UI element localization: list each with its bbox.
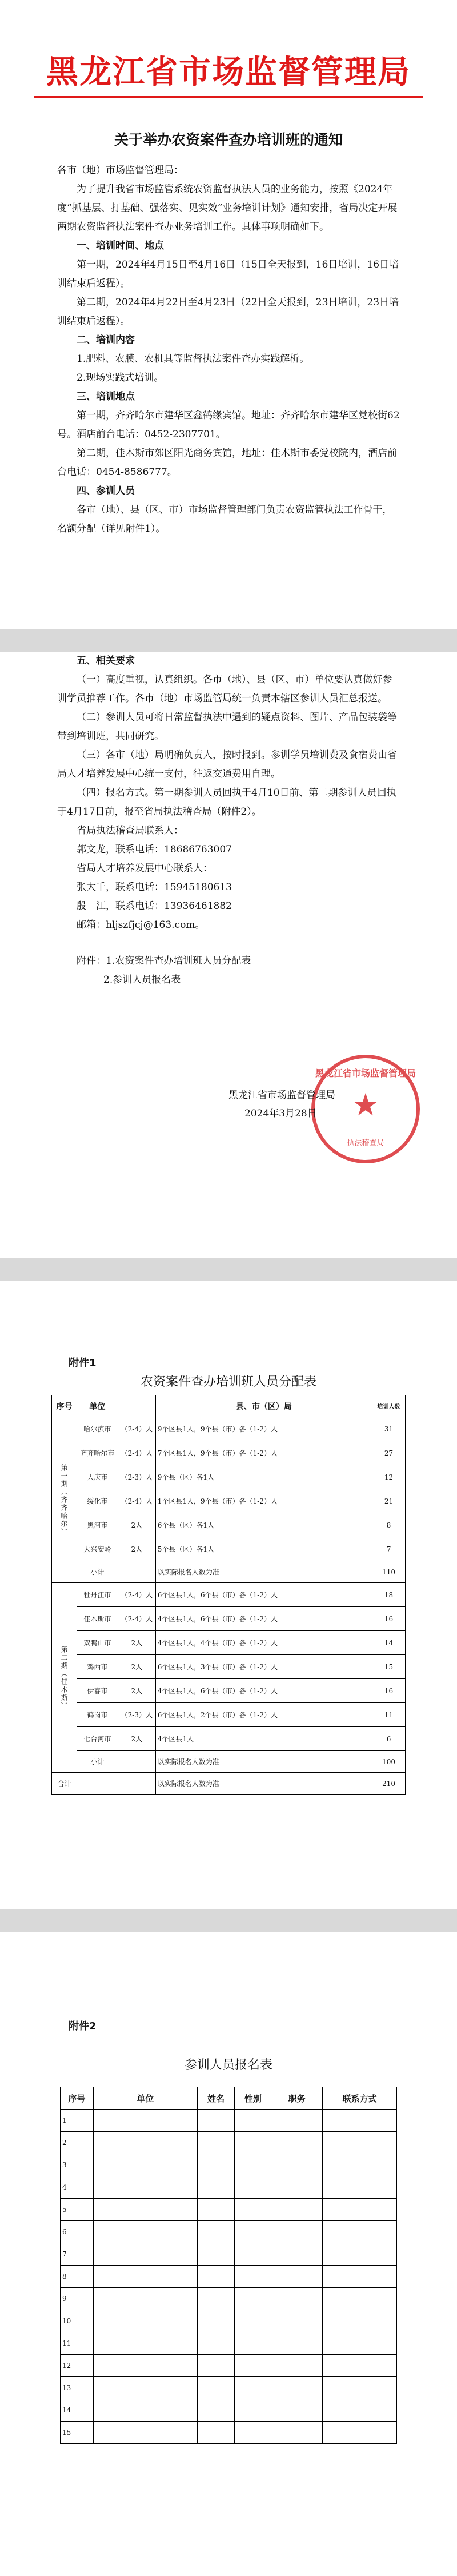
- section-2-item: 1.肥料、农膜、农机具等监督执法案件查办实践解析。: [77, 353, 310, 365]
- contacts-intro: 省局执法稽查局联系人：: [77, 825, 183, 836]
- empty-cell: [235, 2221, 271, 2243]
- empty-cell: [323, 2132, 397, 2154]
- empty-cell: [235, 2132, 271, 2154]
- table-row: 第一期（齐齐哈尔） 哈尔滨市 （2-4）人 9个区县1人，9个县（市）各（1-2）人 31: [52, 1417, 406, 1441]
- empty-cell: [323, 2154, 397, 2176]
- table-row: 双鸭山市 2人 4个区县1人，4个县（市）各（1-2）人 14: [52, 1631, 406, 1655]
- empty-cell: [323, 2399, 397, 2422]
- allocation-table: [51, 1395, 406, 1795]
- table-row: 绥化市 （2-4）人 1个区县1人，9个县（市）各（1-2）人 21: [52, 1489, 406, 1513]
- empty-cell: [93, 2110, 197, 2132]
- table-row: [61, 2199, 397, 2221]
- empty-cell: [235, 2266, 271, 2288]
- row-number: 3: [61, 2154, 94, 2176]
- attachment-1-page: [0, 1281, 457, 1909]
- row-number: 8: [61, 2266, 94, 2288]
- row-number: 15: [61, 2422, 94, 2444]
- empty-cell: [323, 2110, 397, 2132]
- section-3-item: 第二期，佳木斯市郊区阳光商务宾馆，地址：佳木斯市委党校院内，酒店前台电话：0454-8586777。: [57, 448, 397, 478]
- empty-cell: [93, 2199, 197, 2221]
- table-row: [61, 2110, 397, 2132]
- empty-cell: [271, 2110, 323, 2132]
- row-number: 10: [61, 2310, 94, 2332]
- empty-cell: [323, 2221, 397, 2243]
- row-number: 4: [61, 2176, 94, 2199]
- empty-cell: [197, 2332, 235, 2355]
- empty-cell: [271, 2132, 323, 2154]
- empty-cell: [271, 2399, 323, 2422]
- empty-cell: [271, 2221, 323, 2243]
- section-1-item: 第一期，2024年4月15日至4月16日（15日全天报到，16日培训，16日培训结束后返程）。: [57, 259, 399, 289]
- empty-cell: [271, 2310, 323, 2332]
- row-number: 5: [61, 2199, 94, 2221]
- subtotal-row: 小计 以实际报名人数为准 110: [52, 1561, 406, 1583]
- empty-cell: [93, 2221, 197, 2243]
- empty-cell: [271, 2332, 323, 2355]
- empty-cell: [235, 2422, 271, 2444]
- table-row: [61, 2310, 397, 2332]
- row-number: 9: [61, 2288, 94, 2310]
- attachment-2-label: 附件2: [69, 2020, 97, 2032]
- notice-page-1: [0, 0, 457, 629]
- empty-cell: [197, 2399, 235, 2422]
- empty-cell: [271, 2288, 323, 2310]
- table-row: [61, 2221, 397, 2243]
- contact-line: 郭文龙，联系电话：18686763007: [77, 844, 232, 855]
- table-row: 伊春市 2人 4个区县1人，6个县（市）各（1-2）人 16: [52, 1679, 406, 1703]
- masthead: 黑龙江省市场监督管理局: [46, 53, 411, 91]
- table-row: 鹤岗市 （2-3）人 6个区县1人，2个县（市）各（1-2）人 11: [52, 1703, 406, 1727]
- section-2-heading: 二、培训内容: [77, 334, 135, 346]
- contact-line: 殷 江，联系电话：13936461882: [77, 900, 232, 912]
- table-row: [61, 2355, 397, 2377]
- row-number: 2: [61, 2132, 94, 2154]
- empty-cell: [93, 2332, 197, 2355]
- empty-cell: [235, 2399, 271, 2422]
- empty-cell: [197, 2243, 235, 2266]
- salutation: 各市（地）市场监督管理局：: [57, 165, 183, 176]
- registration-table: [60, 2087, 397, 2444]
- attachment-2-page: [0, 1932, 457, 2576]
- seal-star-icon: ★: [351, 1087, 380, 1123]
- table-row: [61, 2332, 397, 2355]
- table-row: [61, 2288, 397, 2310]
- empty-cell: [323, 2355, 397, 2377]
- table-row: 鸡西市 2人 6个区县1人，3个县（市）各（1-2）人 15: [52, 1655, 406, 1679]
- total-row: 合计 以实际报名人数为准 210: [52, 1773, 406, 1795]
- document-title: 关于举办农资案件查办培训班的通知: [114, 131, 343, 148]
- empty-cell: [323, 2243, 397, 2266]
- empty-cell: [235, 2154, 271, 2176]
- empty-cell: [197, 2288, 235, 2310]
- signature-date: 2024年3月28日: [244, 1108, 317, 1119]
- empty-cell: [271, 2243, 323, 2266]
- empty-cell: [93, 2266, 197, 2288]
- empty-cell: [197, 2310, 235, 2332]
- period-1-label: 第一期（齐齐哈尔）: [52, 1417, 77, 1583]
- table-row: 佳木斯市 （2-4）人 4个区县1人，6个县（市）各（1-2）人 16: [52, 1607, 406, 1631]
- empty-cell: [323, 2310, 397, 2332]
- empty-cell: [93, 2377, 197, 2399]
- table-row: [61, 2132, 397, 2154]
- empty-cell: [93, 2399, 197, 2422]
- section-4-text: 各市（地）、县（区、市）市场监督管理部门负责农资监管执法工作骨干，名额分配（详见附件1）。: [57, 504, 392, 535]
- attachments-label: 附件：1.农资案件查办培训班人员分配表: [77, 955, 251, 967]
- empty-cell: [271, 2154, 323, 2176]
- empty-cell: [323, 2332, 397, 2355]
- empty-cell: [197, 2266, 235, 2288]
- row-number: 1: [61, 2110, 94, 2132]
- notice-body-continued: [57, 652, 400, 990]
- section-1-heading: 一、培训时间、地点: [77, 240, 164, 252]
- row-number: 13: [61, 2377, 94, 2399]
- empty-cell: [197, 2221, 235, 2243]
- attachment-item: 2.参训人员报名表: [103, 974, 181, 986]
- empty-cell: [323, 2266, 397, 2288]
- empty-cell: [197, 2422, 235, 2444]
- masthead-red-line: [34, 96, 423, 98]
- intro-paragraph: 为了提升我省市场监管系统农资监督执法人员的业务能力，按照《2024年度“抓基层、打基础、强落实、见实效”业务培训计划》通知安排，省局决定开展两期农资监督执法案件查办业务培训工作。具体事项明确如下。: [57, 184, 398, 233]
- section-5-item: （一）高度重视，认真组织。各市（地）、县（区、市）单位要认真做好参训学员推荐工作。各市（地）市场监管局统一负责本辖区参训人员汇总报送。: [57, 674, 392, 704]
- empty-cell: [235, 2377, 271, 2399]
- empty-cell: [235, 2288, 271, 2310]
- empty-cell: [271, 2199, 323, 2221]
- empty-cell: [323, 2288, 397, 2310]
- signature-block: [228, 1086, 335, 1123]
- table-row: [61, 2154, 397, 2176]
- section-5-item: （二）参训人员可将日常监督执法中遇到的疑点资料、图片、产品包装袋等带到培训班，共同研究。: [57, 712, 397, 742]
- attachment-2-title: 参训人员报名表: [184, 2058, 272, 2072]
- row-number: 11: [61, 2332, 94, 2355]
- empty-cell: [271, 2176, 323, 2199]
- empty-cell: [197, 2132, 235, 2154]
- notice-page-2: [0, 652, 457, 1258]
- signature-org: 黑龙江省市场监督管理局: [228, 1090, 335, 1101]
- table-row: 七台河市 2人 4个区县1人 6: [52, 1727, 406, 1751]
- table-row: [61, 2176, 397, 2199]
- section-5-item: （四）报名方式。第一期参训人员回执于4月10日前、第二期参训人员回执于4月17日前，报至省局执法稽查局（附件2）。: [57, 787, 396, 818]
- empty-cell: [93, 2288, 197, 2310]
- empty-cell: [271, 2377, 323, 2399]
- empty-cell: [197, 2355, 235, 2377]
- attachment-1-label: 附件1: [69, 1357, 97, 1369]
- row-number: 6: [61, 2221, 94, 2243]
- attachment-1-title: 农资案件查办培训班人员分配表: [140, 1375, 316, 1389]
- section-3-heading: 三、培训地点: [77, 391, 135, 402]
- table-row: [61, 2243, 397, 2266]
- row-number: 7: [61, 2243, 94, 2266]
- table-row: 齐齐哈尔市 （2-4）人 7个区县1人，9个县（市）各（1-2）人 27: [52, 1441, 406, 1465]
- empty-cell: [93, 2310, 197, 2332]
- table-row: [61, 2422, 397, 2444]
- row-number: 14: [61, 2399, 94, 2422]
- empty-cell: [235, 2243, 271, 2266]
- table-header-row: 序号 单位 姓名 性别 职务 联系方式: [61, 2087, 397, 2110]
- empty-cell: [235, 2332, 271, 2355]
- empty-cell: [93, 2355, 197, 2377]
- period-2-label: 第二期（佳木斯）: [52, 1583, 77, 1773]
- empty-cell: [93, 2176, 197, 2199]
- empty-cell: [93, 2154, 197, 2176]
- empty-cell: [323, 2199, 397, 2221]
- empty-cell: [197, 2199, 235, 2221]
- section-5-heading: 五、相关要求: [77, 655, 135, 667]
- subtotal-row: 小计 以实际报名人数为准 100: [52, 1751, 406, 1773]
- empty-cell: [197, 2110, 235, 2132]
- empty-cell: [235, 2110, 271, 2132]
- section-2-item: 2.现场实践式培训。: [77, 372, 164, 384]
- empty-cell: [235, 2355, 271, 2377]
- table-row: [61, 2377, 397, 2399]
- email-line: 邮箱：hljszfjcj@163.com。: [77, 919, 205, 931]
- empty-cell: [93, 2132, 197, 2154]
- empty-cell: [197, 2154, 235, 2176]
- table-row: 大兴安岭 2人 5个县（区）各1人 7: [52, 1537, 406, 1561]
- empty-cell: [93, 2243, 197, 2266]
- empty-cell: [197, 2176, 235, 2199]
- section-5-item: （三）各市（地）局明确负责人，按时报到。参训学员培训费及食宿费由省局人才培养发展中心统一支付，往返交通费用自理。: [57, 749, 397, 780]
- table-row: [61, 2266, 397, 2288]
- table-row: 大庆市 （2-3）人 9个县（区）各1人 12: [52, 1465, 406, 1489]
- empty-cell: [271, 2355, 323, 2377]
- table-row: 第二期（佳木斯） 牡丹江市 （2-4）人 6个区县1人，6个县（市）各（1-2）人 18: [52, 1583, 406, 1607]
- contact-line: 省局人才培养发展中心联系人：: [77, 863, 213, 874]
- empty-cell: [271, 2422, 323, 2444]
- contact-line: 张大千，联系电话：15945180613: [77, 882, 232, 893]
- empty-cell: [323, 2176, 397, 2199]
- empty-cell: [235, 2310, 271, 2332]
- empty-cell: [197, 2377, 235, 2399]
- empty-cell: [323, 2422, 397, 2444]
- registration-table-body: [61, 2110, 397, 2444]
- section-1-item: 第二期，2024年4月22日至4月23日（22日全天报到，23日培训，23日培训结束后返程）。: [57, 297, 399, 327]
- table-header-row: 序号 单位 县、市（区）局 培训人数: [52, 1395, 406, 1417]
- empty-cell: [235, 2199, 271, 2221]
- row-number: 12: [61, 2355, 94, 2377]
- table-row: [61, 2399, 397, 2422]
- section-3-item: 第一期，齐齐哈尔市建华区鑫鹤缘宾馆。地址：齐齐哈尔市建华区党校街62号。酒店前台电话：0452-2307701。: [57, 410, 400, 440]
- official-seal: 黑龙江省市场监督管理局 ★ 执法稽查局: [311, 1055, 420, 1163]
- section-4-heading: 四、参训人员: [77, 485, 135, 497]
- empty-cell: [323, 2377, 397, 2399]
- table-row: 黑河市 2人 6个县（区）各1人 8: [52, 1513, 406, 1537]
- empty-cell: [271, 2266, 323, 2288]
- empty-cell: [93, 2422, 197, 2444]
- empty-cell: [235, 2176, 271, 2199]
- notice-body: [57, 161, 400, 539]
